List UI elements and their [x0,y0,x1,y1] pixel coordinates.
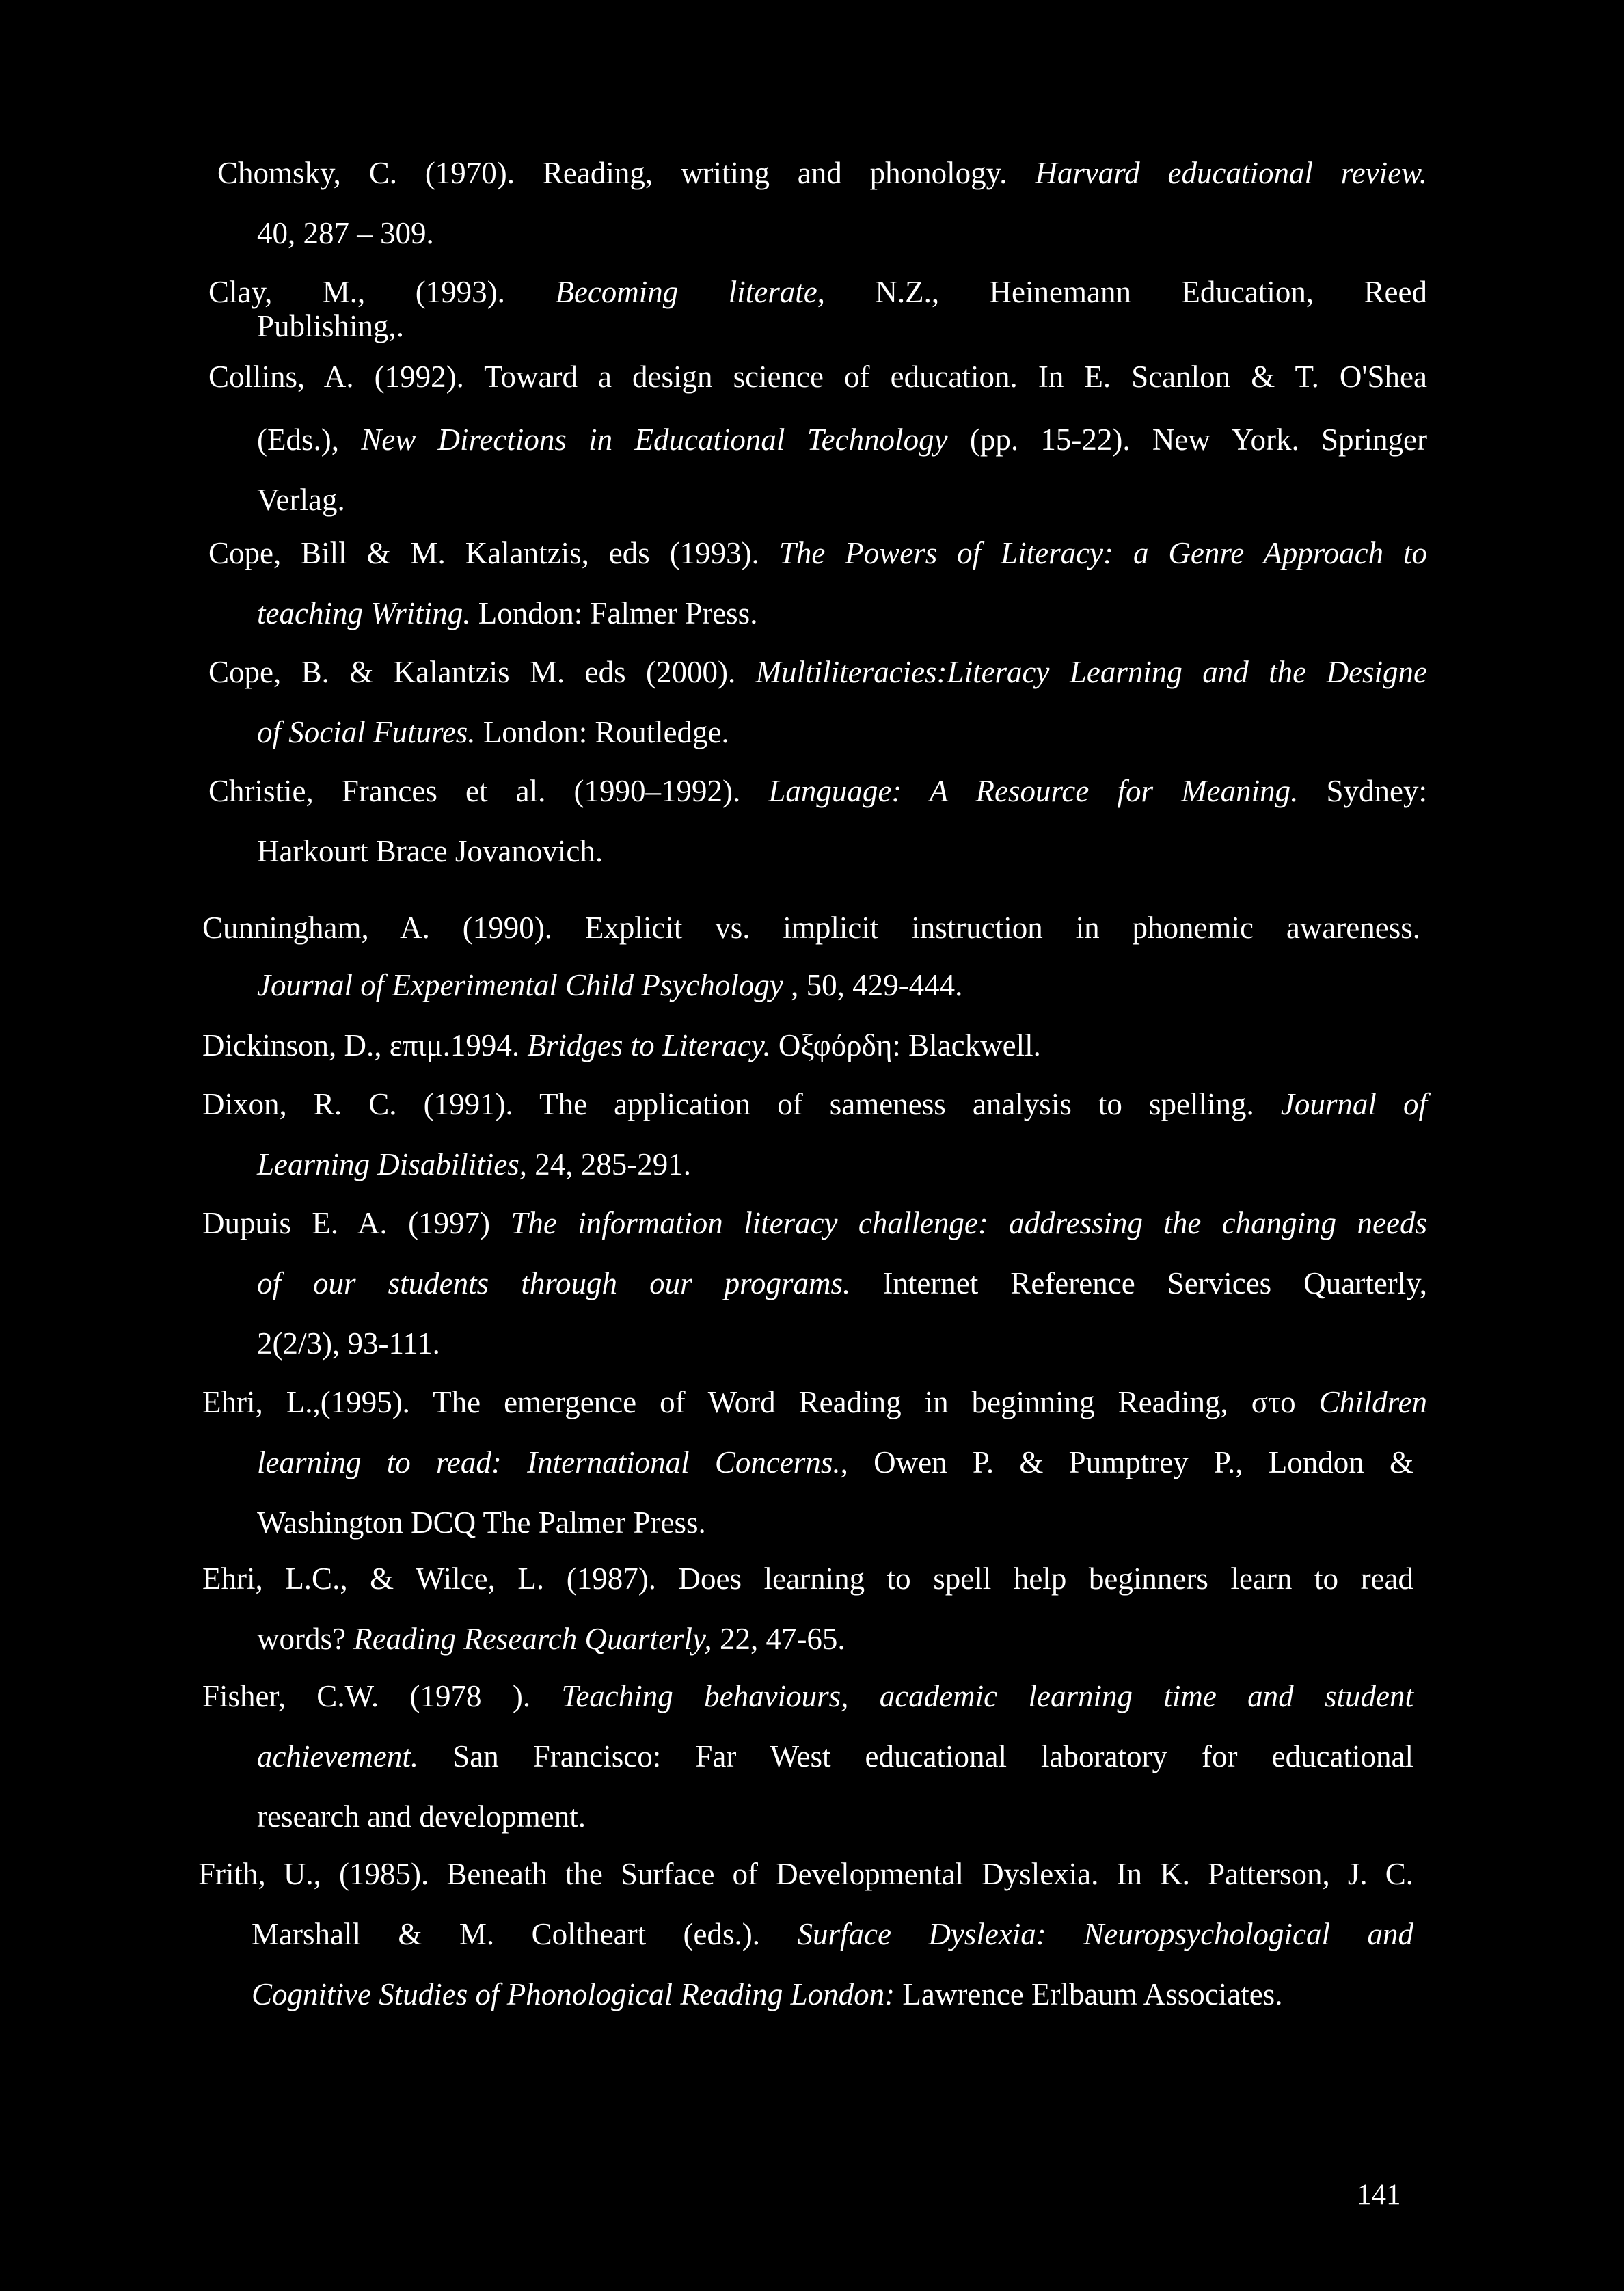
page-number: 141 [1357,2179,1401,2211]
reference-text: Sydney: [1298,774,1427,808]
reference-line [202,1381,1427,1423]
reference-text: words? [257,1622,354,1656]
reference-line [257,305,404,347]
reference-text: research and development. [257,1799,586,1834]
reference-line [257,1322,440,1365]
reference-title-text: The information literacy challenge: addressing the changing needs [511,1206,1427,1240]
reference-title-text: of our students through our programs. [257,1266,851,1300]
reference-line [208,651,1427,693]
reference-title-text: of Social Futures. [257,715,476,749]
reference-line [208,532,1427,574]
reference-title-text: Language: A Resource for Meaning. [768,774,1299,808]
reference-text: Cunningham, A. (1990). Explicit vs. implicit instruction in phonemic awareness. [202,911,1420,945]
reference-title-text: Bridges to Literacy. [527,1028,771,1062]
reference-line [202,1083,1427,1125]
reference-line [257,212,434,254]
reference-text: Cope, B. & Kalantzis M. eds (2000). [208,655,756,689]
reference-text: Ehri, L.C., & Wilce, L. (1987). Does learning to spell help beginners learn to read [202,1562,1413,1596]
reference-text: Christie, Frances et al. (1990–1992). [208,774,769,808]
reference-title-text: Becoming literate [555,275,817,309]
reference-title-text: Surface Dyslexia: Neuropsychological and [797,1917,1413,1951]
reference-text: Frith, U., (1985). Beneath the Surface of Developmental Dyslexia. In K. Patterson, J. C. [198,1857,1413,1891]
reference-text: Οξφόρδη: Blackwell. [770,1028,1041,1062]
reference-line [252,1913,1413,1955]
reference-text: Collins, A. (1992). Toward a design science of education. In E. Scanlon & T. O'Shea [208,360,1427,394]
reference-line [257,1735,1413,1778]
reference-text: , Owen P. & Pumptrey P., London & [840,1445,1414,1479]
reference-line [252,1973,1282,2015]
reference-line [257,1143,691,1185]
reference-text: Ehri, L.,(1995). The emergence of Word Reading in beginning Reading, στο [202,1385,1319,1419]
reference-title-text: The Powers of Literacy: a Genre Approach to [779,536,1427,570]
reference-line [257,418,1427,461]
reference-title-text: learning to read: International Concerns. [257,1445,841,1479]
reference-text: Internet Reference Services Quarterly, [850,1266,1427,1300]
reference-line [257,1441,1413,1484]
reference-title-text: Cognitive Studies of Phonological Reading London: [252,1977,895,2011]
reference-text: Chomsky, C. (1970). Reading, writing and phonology. [217,156,1036,190]
reference-title-text: Learning Disabilities, [257,1147,528,1181]
reference-text: Clay, M., (1993). [208,275,556,309]
reference-line [257,711,729,753]
reference-line [257,1501,706,1544]
reference-title-text: New Directions in Educational Technology [361,423,948,457]
reference-text: Dickinson, D., επιμ.1994. [202,1028,528,1062]
reference-line [208,770,1427,812]
reference-line [202,1024,1041,1067]
reference-text: 22, 47-65. [712,1622,845,1656]
reference-line [257,592,757,634]
reference-title-text: Harvard educational review. [1035,156,1428,190]
reference-text: Marshall & M. Coltheart (eds.). [252,1917,798,1951]
reference-text: Lawrence Erlbaum Associates. [895,1977,1283,2011]
reference-text: 24, 285-291. [527,1147,692,1181]
reference-text: San Francisco: Far West educational laboratory for educational [418,1739,1413,1773]
reference-text: Verlag. [257,483,345,517]
reference-title-text: Journal of [1280,1087,1427,1121]
reference-title-text: Teaching behaviours, academic learning time and student [561,1679,1413,1713]
reference-line [198,1853,1413,1895]
reference-line [257,1262,1427,1304]
reference-line [202,1557,1413,1600]
reference-line [202,1202,1427,1244]
reference-text: London: Routledge. [475,715,729,749]
reference-line [202,1675,1413,1717]
reference-text: , N.Z., Heinemann Education, Reed [817,275,1427,309]
reference-line [257,1795,586,1838]
reference-text: Dixon, R. C. (1991). The application of sameness analysis to spelling. [202,1087,1281,1121]
reference-line [202,907,1420,949]
reference-text: Harkourt Brace Jovanovich. [257,834,604,868]
reference-text: 2(2/3), 93-111. [257,1326,440,1361]
reference-text: , 50, 429-444. [783,968,963,1002]
reference-text: Dupuis E. A. (1997) [202,1206,511,1240]
reference-text: Cope, Bill & M. Kalantzis, eds (1993). [208,536,779,570]
reference-line [257,830,603,872]
reference-text: (Eds.), [257,423,362,457]
reference-text: London: Falmer Press. [470,596,758,630]
reference-line [208,356,1427,398]
reference-line [257,1618,845,1660]
reference-title-text: Reading Research Quarterly, [353,1622,712,1656]
reference-title-text: Multiliteracies:Literacy Learning and the Designe [755,655,1427,689]
reference-title-text: teaching Writing. [257,596,471,630]
reference-line [217,152,1427,194]
reference-text: Fisher, C.W. (1978 ). [202,1679,562,1713]
reference-text: Publishing,. [257,309,405,343]
reference-text: (pp. 15-22). New York. Springer [947,423,1427,457]
reference-line [257,479,345,521]
reference-text: 40, 287 – 309. [257,216,434,250]
reference-title-text: Children [1318,1385,1427,1419]
reference-title-text: achievement. [257,1739,419,1773]
reference-title-text: Journal of Experimental Child Psychology [257,968,783,1002]
reference-line [257,964,962,1006]
reference-text: Washington DCQ The Palmer Press. [257,1505,706,1540]
